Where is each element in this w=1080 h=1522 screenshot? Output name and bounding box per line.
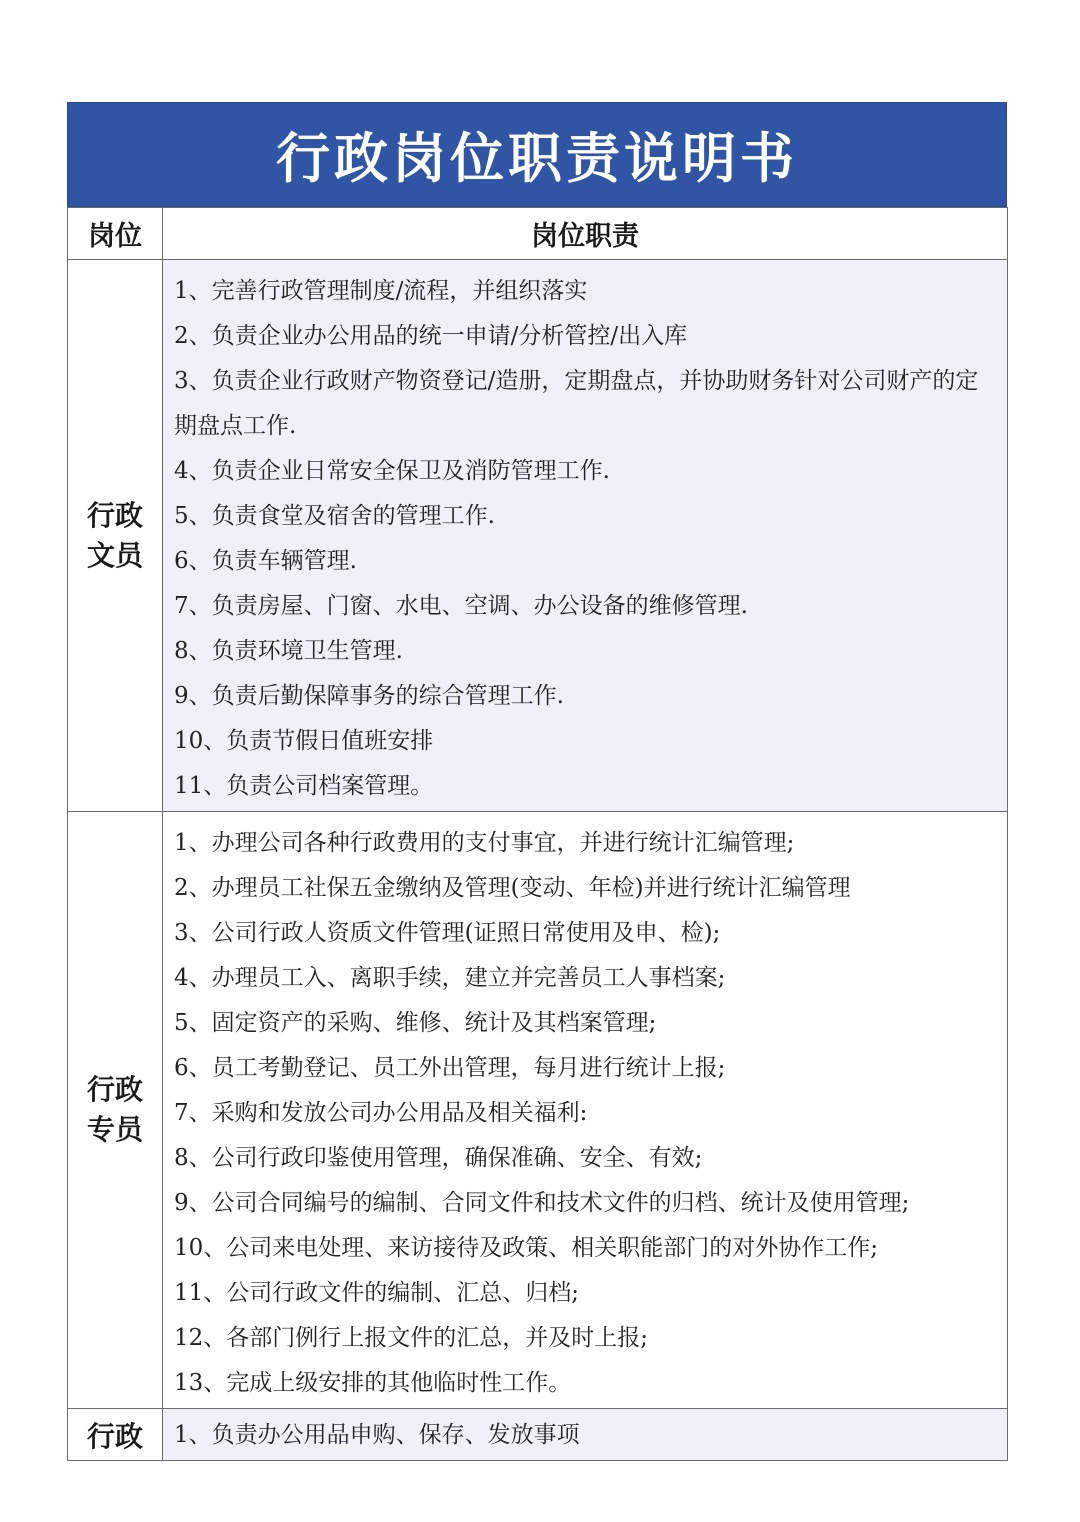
list-item: 4、负责企业日常安全保卫及消防管理工作. [174,458,610,484]
role-name-line: 行政 [86,1073,143,1106]
duties-table [67,207,1008,1461]
role-name-line: 专员 [86,1113,143,1146]
list-item: 13、完成上级安排的其他临时性工作。 [174,1370,572,1396]
table-row-role-specialist [68,812,1008,1409]
list-item: 8、负责环境卫生管理. [174,638,403,664]
list-item: 6、负责车辆管理. [174,548,357,574]
document [67,102,1007,1461]
list-item: 11、负责公司档案管理。 [174,773,434,799]
list-item: 4、办理员工入、离职手续，建立并完善员工人事档案; [174,965,726,991]
list-item: 6、员工考勤登记、员工外出管理，每月进行统计上报; [174,1055,726,1081]
list-item: 9、公司合同编号的编制、合同文件和技术文件的归档、统计及使用管理; [174,1190,910,1216]
list-item: 3、负责企业行政财产物资登记/造册，定期盘点，并协助财务针对公司财产的定期盘点工作. [174,368,979,439]
list-item: 8、公司行政印鉴使用管理，确保准确、安全、有效; [174,1145,703,1171]
table-header-row [68,208,1008,260]
role-name-line: 行政 [86,498,143,532]
list-item: 11、公司行政文件的编制、汇总、归档; [174,1280,580,1306]
list-item: 2、负责企业办公用品的统一申请/分析管控/出入库 [174,323,688,349]
duty-list-admin [163,1409,1008,1461]
table-row-role-admin [68,1409,1008,1461]
duty-list-clerk [163,260,1008,812]
list-item: 10、公司来电处理、来访接待及政策、相关职能部门的对外协作工作; [174,1235,879,1261]
list-item: 12、各部门例行上报文件的汇总，并及时上报; [174,1325,649,1351]
list-item: 1、负责办公用品申购、保存、发放事项 [174,1422,580,1448]
role-name-specialist [68,812,163,1409]
role-name-line: 行政 [86,1420,143,1453]
list-item: 3、公司行政人资质文件管理(证照日常使用及申、检); [174,920,721,946]
list-item: 10、负责节假日值班安排 [174,728,434,754]
title-banner [67,102,1007,207]
list-item: 7、负责房屋、门窗、水电、空调、办公设备的维修管理. [174,593,748,619]
duty-list-specialist [163,812,1008,1409]
list-item: 7、采购和发放公司办公用品及相关福利: [174,1100,588,1126]
list-item: 1、办理公司各种行政费用的支付事宜，并进行统计汇编管理; [174,830,795,856]
role-name-clerk [68,260,163,812]
page-title: 行政岗位职责说明书 [276,127,798,190]
table-row-role-clerk [68,260,1008,812]
list-item: 2、办理员工社保五金缴纳及管理(变动、年检)并进行统计汇编管理 [174,875,851,901]
list-item: 1、完善行政管理制度/流程，并组织落实 [174,278,588,304]
list-item: 9、负责后勤保障事务的综合管理工作. [174,683,564,709]
list-item: 5、负责食堂及宿舍的管理工作. [174,503,495,529]
header-position: 岗位 [68,208,163,260]
list-item: 5、固定资产的采购、维修、统计及其档案管理; [174,1010,657,1036]
role-name-admin [68,1409,163,1461]
role-name-line: 文员 [86,538,143,572]
header-duties: 岗位职责 [163,208,1008,260]
